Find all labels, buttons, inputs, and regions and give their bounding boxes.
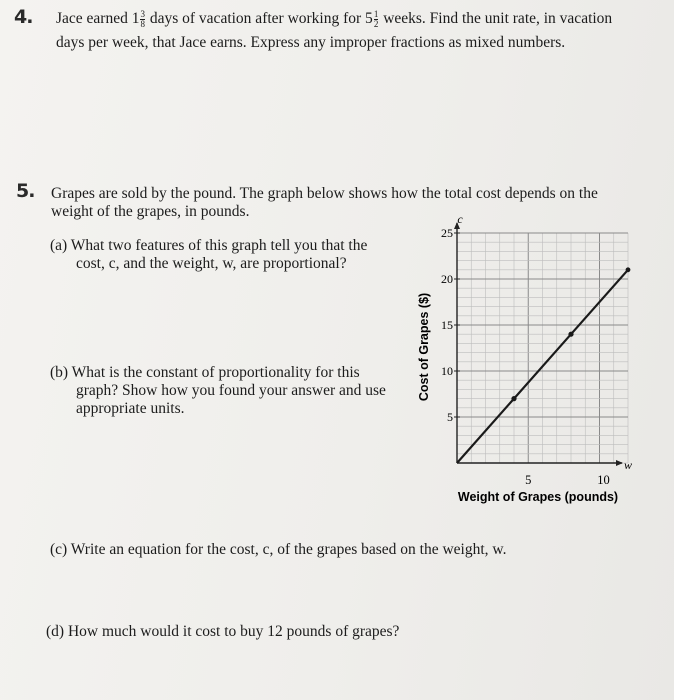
part-a-line-2: cost, c, and the weight, w, are proportional?: [76, 255, 347, 272]
problem-4-text-mid: days of vacation after working for 5: [145, 10, 373, 27]
part-c: (c) Write an equation for the cost, c, of the grapes based on the weight, w.: [50, 541, 507, 558]
part-b-line-2: graph? Show how you found your answer and use: [76, 382, 386, 399]
part-a-line-1: (a) What two features of this graph tell you that the: [50, 237, 368, 254]
weeks-fraction: $\frac{1}{2}$: [373, 8, 379, 29]
y-tick-label: 20: [441, 272, 453, 286]
chart-ticks: [441, 226, 610, 487]
problem-4-number: 4.: [14, 6, 33, 28]
y-tick-label: 25: [441, 226, 453, 240]
chart-axes: [454, 222, 623, 466]
data-point: [568, 332, 573, 337]
problem-4-text-end: weeks. Find the unit rate, in vacation: [379, 10, 613, 27]
y-tick-label: 5: [447, 410, 453, 424]
part-d: (d) How much would it cost to buy 12 pounds of grapes?: [46, 623, 400, 640]
y-axis-letter: c: [457, 212, 463, 226]
part-b-line-3: appropriate units.: [76, 400, 185, 417]
x-axis-letter: w: [624, 458, 633, 472]
problem-5-intro-line-1: Grapes are sold by the pound. The graph below shows how the total cost depends on the: [51, 185, 598, 202]
problem-4-line-1: [56, 8, 612, 29]
data-point: [511, 396, 516, 401]
proportional-cost-chart: [400, 205, 650, 515]
x-tick-label: 10: [597, 473, 610, 487]
x-axis-title: Weight of Grapes (pounds): [457, 490, 619, 504]
x-axis-arrow: [616, 460, 623, 466]
days-fraction: $\frac{3}{8}$: [140, 8, 145, 29]
y-tick-label: 10: [441, 364, 453, 378]
part-b-line-1: (b) What is the constant of proportionality for this: [50, 364, 360, 381]
chart-grid: [457, 233, 628, 463]
chart-series: [457, 267, 630, 463]
problem-5-intro-line-2: weight of the grapes, in pounds.: [51, 203, 250, 220]
line-end-point: [626, 267, 631, 272]
x-tick-label: 5: [525, 473, 532, 487]
problem-4-line-2: days per week, that Jace earns. Express any improper fractions as mixed numbers.: [56, 34, 566, 51]
problem-5-number: 5.: [16, 180, 35, 202]
y-tick-label: 15: [441, 318, 453, 332]
y-axis-title: Cost of Grapes ($): [417, 292, 431, 402]
problem-4-text-start: Jace earned: [56, 10, 132, 27]
days-whole: 1: [131, 10, 140, 27]
